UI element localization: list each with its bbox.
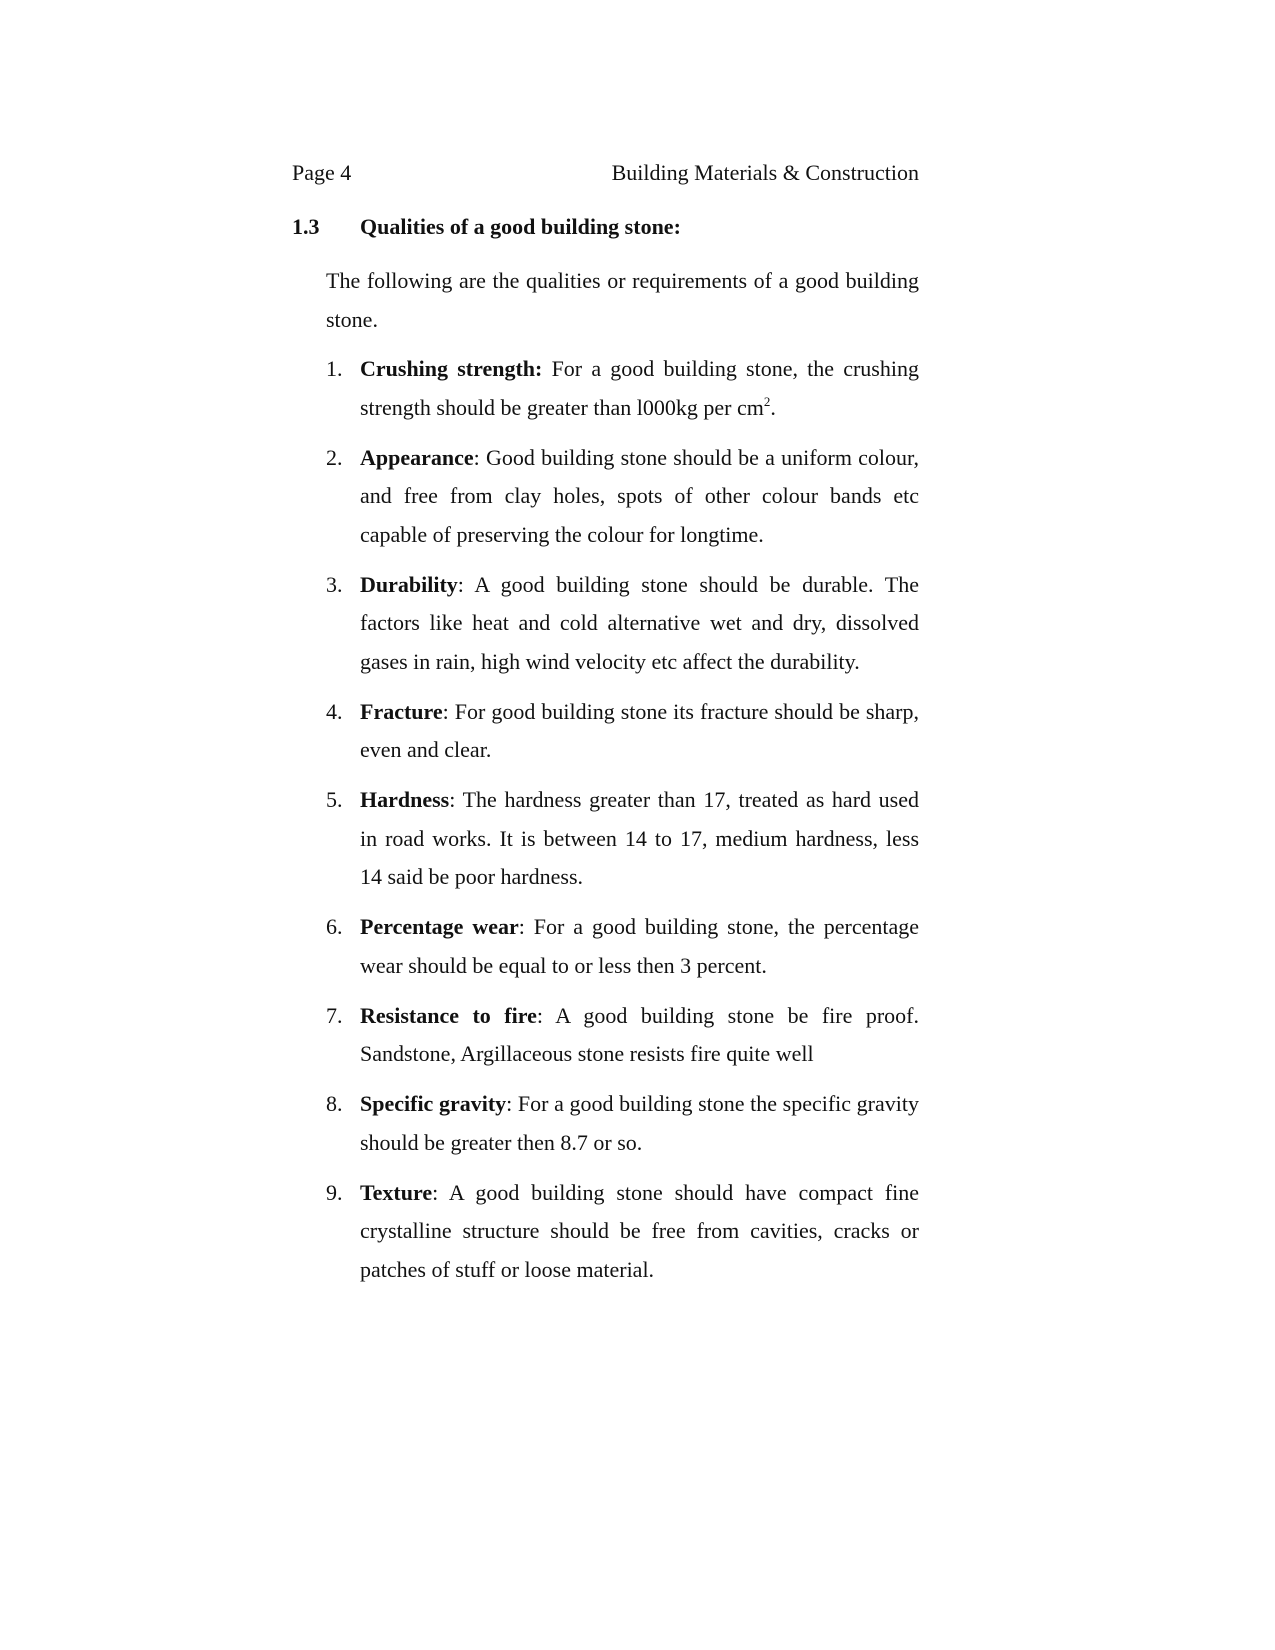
section-number: 1.3 bbox=[292, 214, 320, 239]
item-text-end: . bbox=[770, 394, 776, 420]
list-item bbox=[326, 350, 919, 427]
item-term: Appearance bbox=[360, 444, 474, 470]
list-marker: 9. bbox=[326, 1179, 343, 1205]
item-term: Hardness bbox=[360, 787, 450, 812]
item-term: Specific gravity bbox=[360, 1091, 507, 1116]
item-term: Resistance to fire bbox=[360, 1002, 537, 1028]
list-item bbox=[326, 439, 919, 555]
item-text: : A good building stone should be durable. The factors like heat and cold alternative wet and dry, dissolved gases in rain, high wind velocity etc affect the durability. bbox=[360, 571, 919, 674]
page-number: Page 4 bbox=[292, 160, 352, 185]
section-heading bbox=[292, 214, 681, 240]
item-text: : The hardness greater than 17, treated as hard used in road works. It is between 14 to 17, medium hardness, less 14 said be poor hardness. bbox=[360, 787, 919, 889]
item-text: : For a good building stone, the percentage wear should be equal to or less then 3 percent. bbox=[360, 914, 920, 978]
page-header bbox=[292, 160, 919, 190]
list-marker: 5. bbox=[326, 787, 343, 812]
item-text: : For good building stone its fracture should be sharp, even and clear. bbox=[360, 698, 919, 762]
qualities-list bbox=[326, 350, 919, 1301]
item-text: : Good building stone should be a uniform colour, and free from clay holes, spots of other colour bands etc capable of preserving the colour for longtime. bbox=[360, 444, 919, 547]
list-marker: 6. bbox=[326, 914, 343, 939]
list-marker: 8. bbox=[326, 1091, 343, 1116]
item-term: Fracture bbox=[360, 698, 443, 724]
item-text: : For a good building stone the specific gravity should be greater then 8.7 or so. bbox=[360, 1091, 919, 1155]
section-title-colon: : bbox=[673, 214, 681, 239]
item-text: : A good building stone be fire proof. Sandstone, Argillaceous stone resists fire quite well bbox=[360, 1002, 920, 1066]
superscript: 2 bbox=[763, 393, 771, 409]
item-term: Crushing strength: bbox=[360, 356, 543, 381]
list-marker: 1. bbox=[326, 356, 343, 381]
section-title: Qualities of a good building stone bbox=[360, 214, 674, 239]
item-text: For a good building stone, the crushing strength should be greater than l000kg per cm bbox=[360, 356, 919, 420]
intro-paragraph: The following are the qualities or requirements of a good building stone. bbox=[326, 268, 919, 332]
list-marker: 7. bbox=[326, 1002, 343, 1028]
list-marker: 2. bbox=[326, 444, 343, 470]
list-item bbox=[326, 566, 919, 682]
item-text: : A good building stone should have compact fine crystalline structure should be free from cavities, cracks or patches of stuff or loose material. bbox=[360, 1179, 919, 1282]
list-item bbox=[326, 1174, 919, 1290]
item-term: Texture bbox=[360, 1179, 433, 1205]
list-marker: 4. bbox=[326, 698, 343, 724]
list-item bbox=[326, 997, 919, 1074]
list-marker: 3. bbox=[326, 571, 343, 597]
item-term: Durability bbox=[360, 571, 458, 597]
list-item bbox=[326, 693, 919, 770]
list-item bbox=[326, 1085, 919, 1162]
running-title: Building Materials & Construction bbox=[611, 160, 919, 185]
list-item bbox=[326, 908, 919, 985]
item-term: Percentage wear bbox=[360, 914, 519, 939]
list-item bbox=[326, 781, 919, 897]
